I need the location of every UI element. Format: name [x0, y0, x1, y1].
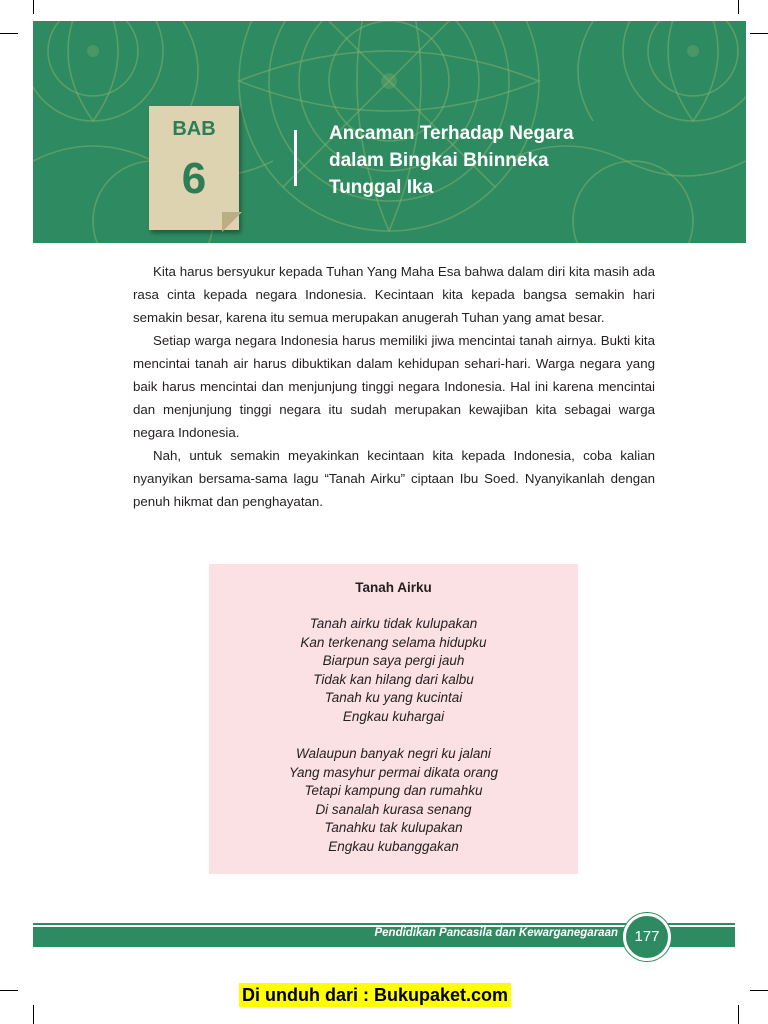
paragraph: Nah, untuk semakin meyakinkan kecintaan kita kepada Indonesia, coba kalian nyanyikan bersama-sama lagu “Tanah Airku” ciptaan Ibu Soed. Nyanyikanlah dengan penuh hikmat dan penghayatan. [133, 448, 655, 509]
chapter-title [329, 120, 659, 201]
chapter-title-line: Tunggal Ika [329, 177, 434, 198]
lyric-line: Walaupun banyak negri ku jalani [296, 746, 491, 761]
chapter-title-line: dalam Bingkai Bhinneka [329, 150, 549, 171]
crop-mark [750, 990, 768, 991]
crop-mark [738, 0, 739, 14]
stanza-1 [209, 615, 578, 727]
crop-mark [0, 990, 18, 991]
chapter-title-line: Ancaman Terhadap Negara [329, 123, 574, 144]
download-source-note: Di unduh dari : Bukupaket.com [239, 983, 511, 1007]
body-text [133, 260, 655, 513]
lyric-line: Yang masyhur permai dikata orang [288, 764, 499, 780]
lyric-line: Di sanalah kurasa senang [315, 801, 472, 817]
lyric-line: Kan terkenang selama hidupku [300, 634, 487, 650]
crop-mark [738, 1005, 739, 1024]
paragraph: Setiap warga negara Indonesia harus memiliki jiwa mencintai tanah airnya. Bukti kita mencintai tanah air harus dibuktikan dalam kehidupan sehari-hari. Warga negara yang baik harus mencintai dan menjunjung tinggi negara Indonesia. Hal ini karena mencintai dan menjunjung tinggi negara itu sudah merupakan kewajiban kita sebagai warga negara Indonesia. [133, 333, 655, 440]
chapter-label: BAB [172, 118, 216, 140]
paragraph: Kita harus bersyukur kepada Tuhan Yang Maha Esa bahwa dalam diri kita masih ada rasa cinta kepada negara Indonesia. Kecintaan kita kepada bangsa semakin hari semakin besar, karena itu semua merupakan anugerah Tuhan yang amat besar. [133, 264, 655, 325]
lyric-line: Biarpun saya pergi jauh [322, 653, 465, 669]
crop-mark [0, 33, 18, 34]
title-divider [294, 130, 297, 186]
book-title: Pendidikan Pancasila dan Kewarganegaraan [374, 927, 618, 939]
crop-mark [750, 33, 768, 34]
lyric-line: Tanah airku tidak kulupakan [309, 616, 478, 631]
song-title: Tanah Airku [355, 580, 432, 595]
crop-mark [33, 1005, 34, 1024]
lyric-line: Engkau kubanggakan [328, 838, 459, 854]
crop-mark [33, 0, 34, 14]
chapter-number: 6 [181, 154, 207, 203]
lyric-line: Tanahku tak kulupakan [324, 820, 463, 836]
lyric-line: Tanah ku yang kucintai [324, 690, 463, 706]
song-lyrics-box [209, 564, 578, 874]
lyric-line: Engkau kuhargai [342, 708, 445, 724]
lyric-line: Tetapi kampung dan rumahku [304, 783, 483, 799]
page-number: 177 [623, 913, 671, 961]
lyric-line: Tidak kan hilang dari kalbu [313, 671, 474, 687]
page-fold-corner [222, 212, 242, 232]
stanza-2 [209, 745, 578, 857]
